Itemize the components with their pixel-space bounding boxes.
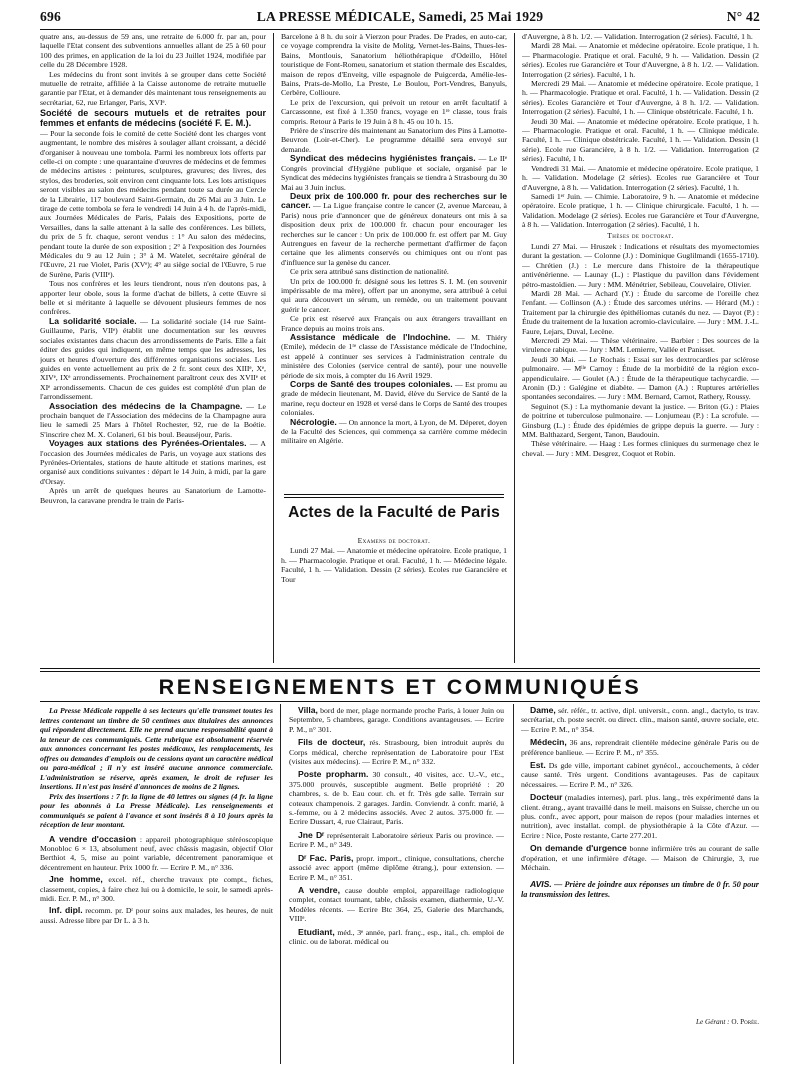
paragraph: Nécrologie. — On annonce la mort, à Lyon, de M. Déperet, doyen de la Faculté des Sciences, qui commença sa carrière comme médecin militaire en Algérie. xyxy=(281,416,507,446)
classified-ad: Fils de docteur, rés. Strasbourg, bien introduit auprès du Corps médical, cherche représentation de Laboratoire pour l'Est (visites aux médecins). — Ecrire P. M., n° 332. xyxy=(289,737,504,767)
classified-ad: Etudiant, méd., 3ᵉ année, parl. franç., esp., ital., ch. emploi de clinic. ou de laborat. médical ou xyxy=(289,926,504,946)
section-rule xyxy=(284,497,504,498)
column-rule xyxy=(280,704,281,1064)
column-rule xyxy=(273,33,274,663)
ad-heading: Médecin, xyxy=(530,737,567,748)
ad-heading: Villa, xyxy=(298,706,318,715)
band-rule xyxy=(40,701,760,702)
classified-ad: Dʳ Fac. Paris, propr. import., clinique, consultations, cherche associé avec apport (même diplôme étrang.), pour extension. — Ecrire P. M., n° 351. xyxy=(289,852,504,882)
classified-ad: Médecin, 36 ans, reprendrait clientèle médecine générale Paris ou de préférence banlieue. — Ecrire P. M., n° 355. xyxy=(521,737,759,757)
subheading: Thèses de doctorat. xyxy=(607,231,674,241)
gerant-line xyxy=(560,1018,759,1026)
issue-number: N° 42 xyxy=(726,9,760,24)
subheading: Examens de doctorat. xyxy=(357,535,431,545)
faculte-title: Actes de la Faculté de Paris xyxy=(288,504,500,521)
classifieds-column-3 xyxy=(521,706,759,1006)
paragraph: La solidarité sociale. — La solidarité sociale (14 rue Saint-Guillaume, Paris, VIIᵉ) établit une documentation sur les œuvres sociales existantes dans chacun des arrondissements de Paris. Elle a fait éditer des guides qui indiquent, en même temps que les adresses, les jours et heures d'ouverture des différentes organisations sociales. Les guides en vente actuellement au prix de 2 fr. sont ceux des XIIIᵉ, Xᵉ, XIVᵉ, IXᵉ arrondissements. Prochainement paraîtront ceux des XVIIᵉ et XIᵉ arrondissements. Chacun de ces guides est complété d'un plan de l'arrondissement. xyxy=(40,315,266,402)
section-rule xyxy=(284,494,504,495)
section-heading: Association des médecins de la Champagne. xyxy=(49,400,243,411)
paragraph: Assistance médicale de l'Indochine. — M. Thiéry (Emile), médecin de 1ʳᵉ classe de l'Assistance médicale de l'Indochine, est appelé à continuer ses services à l'administration centrale du ministère des Colonies (service central de santé), pour une nouvelle période de six mois, à compter du 16 Avril 1929. xyxy=(281,332,507,380)
paragraph: Voyages aux stations des Pyrénées-Orientales. — A l'occasion des Journées médicales de Paris, un voyage aux stations des Pyrénées-Orientales, stations de haute altitude et stations marines, est organisé aux conditions suivantes : départ le 14 Juin, à midi, par la gare d'Orsay. xyxy=(40,438,266,486)
paragraph: Après un arrêt de quelques heures au Sanatorium de Lamotte-Beuvron, la caravane prendra le train de Paris- xyxy=(40,486,266,505)
column-1 xyxy=(40,32,266,664)
paragraph: Mercredi 29 Mai. — Thèse vétérinaire. — Barbier : Des sources de la virulence rabique. — Jury : MM. Lemierre, Vallée et Panisset. xyxy=(522,336,759,355)
paragraph: Syndicat des médecins hygiénistes français. — Le IIᵉ Congrès provincial d'Hygiène publique et sociale, organisé par le Syndicat des médecins hygiénistes français se tiendra à Strasbourg du 30 Mai au 3 Juin inclus. xyxy=(281,153,507,192)
classified-ad: A vendre d'occasion : appareil photographique stéréoscopique Monobloc 6 × 13, absolument neuf, avec châssis magasin, objectif Olor Berthiot 4, 5, mise au point variable, décentrement panoramique et décentrement en hauteur. Prix 1000 fr. — Ecrire P. M., n° 336. xyxy=(40,833,273,872)
avis-notice: AVIS. — Prière de joindre aux réponses un timbre de 0 fr. 50 pour la transmission des lettres. xyxy=(521,878,759,899)
classified-ad: A vendre, cause double emploi, appareillage radiologique complet, contact tournant, table, châssis examen, diathermie, U.-V. Modèles récents. — Ecrire Btc 364, 25, Galerie des Marchands, VIIIᵉ. xyxy=(289,884,504,924)
column-rule xyxy=(514,33,515,663)
paragraph: — Pour la seconde fois le comité de cette Société dont les charges vont augmentant, le nombre des misères à soulager allant croissant, a décidé d'organiser à nouveau une tombola. Parmi les nombreux lots offerts par celle-ci on compte : une quarantaine d'œuvres de médecins et de femmes de médecins artistes : peintures, sculptures, gravures; des livres, des stylos, des broderies, soit environ cent cinquante lots. Les lots artistiques seront visibles au salon des médecins pendant toute sa durée au Cercle de la Librairie, 117 boulevard Saint-Germain, du 26 Mai au 3 Juin. Le tirage de cette tombola se fera le vendredi 14 Juin à 4 h. de l'après-midi, aux Journées Médicales de Paris, Palais des Expositions, porte de Versailles, dans la salle attenant à la salle des conférences. Les billets, du prix de 5 fr. chaque, seront vendus : 1° Au salon des médecins, pendant toute la durée de son exposition ; 2° à l'exposition des Journées Médicales du 9 au 12 Juin ; 3° à M. Watelet, secrétaire général de l'Œuvre, 21 rue Violet, Paris (XVᵉ); 4° au siège social de l'Œuvre, 5 rue de Surène, Paris (VIIIᵉ). xyxy=(40,128,266,279)
paragraph: Vendredi 31 Mai. — Anatomie et médecine opératoire. Ecole pratique, 1 h. — Validation. Modelage (2 séries). Ecoles rue Garancière et Tour d'Auvergne, à 8 h. — Validation. Interrogation (2 séries). Faculté, 1 h. xyxy=(522,163,759,192)
band-rule xyxy=(40,668,760,669)
ad-heading: Jne homme, xyxy=(49,874,103,885)
section-heading: La solidarité sociale. xyxy=(49,315,137,326)
section-heading: Nécrologie. xyxy=(290,416,337,427)
band-rule xyxy=(40,671,760,672)
classified-ad: Docteur (maladies internes), parl. plus. lang., très expérimenté dans la client. étrang., ayant travaillé dans le meil. maisons en Suisse, cherche un ou plus. confr., avec apport, pour maison de repos (pour maladies internes et nutrition), avec installat. compl. de physiothérapie à la Côte d'Azur. — Ecrire : Nice, Poste restante, Carte 277.201. xyxy=(521,792,759,840)
section-heading: Assistance médicale de l'Indochine. xyxy=(290,332,451,342)
section-heading: Deux prix de 100.000 fr. pour des recherches sur le cancer. xyxy=(281,190,507,211)
paragraph: Prière de s'inscrire dès maintenant au Sanatorium des Pins à Lamotte-Beuvron (Loir-et-Cher). Le programme détaillé sera envoyé sur demande. xyxy=(281,126,507,154)
ad-heading: AVIS. xyxy=(530,878,552,889)
column-3 xyxy=(522,32,759,664)
paragraph: Deux prix de 100.000 fr. pour des recherches sur le cancer. — La Ligue française contre le cancer (2, avenue Marceau, à Paris) nous prie d'annoncer que de généreux donateurs ont mis à sa disposition deux prix de 100.000 fr. chacun pour encourager les recherches sur le cancer : Un prix de 100.000 fr. est offert par M. Guy Autrengues en faveur de la recherche permettant d'affirmer de façon certaine que les aliments conservés ou chimiques ont ou n'ont pas d'influence sur la genèse du cancer. xyxy=(281,190,507,267)
ad-heading: A vendre, xyxy=(298,884,340,895)
ad-heading: Poste propharm. xyxy=(298,769,369,780)
ad-heading: A vendre d'occasion xyxy=(49,833,137,844)
paragraph: quatre ans, au-dessus de 59 ans, une retraite de 6.000 fr. par an, pour laquelle l'Etat consent des subventions annuelles allant de 25 à 60 pour 100 des primes, en application de la loi du 23 Juillet 1924, modifiée par celle du 28 Décembre 1928. xyxy=(40,32,266,70)
paragraph: Barcelone à 8 h. du soir à Vierzon pour Prades. De Prades, en auto-car, ce voyage comprendra la visite de Molitg, Vernet-les-Bains, Thues-les-Bains, Montlouis, Sanatorium héliothérapique d'Odeillo, Hôtel touristique de Font-Romeu, sanatorium et station thermale des Escaldes, maison de repos d'Enveitg, ville espagnole de Puigcerda, Amélie-les-Bains, Prats-de-Mollo, La Preste, Le Boulou, Port-Vendres, Banyuls, Cerbère, Collioure. xyxy=(281,32,507,98)
paragraph: Lundi 27 Mai. — Anatomie et médecine opératoire. Ecole pratique, 1 h. — Pharmacologie. Pratique et oral. Faculté, 1 h. — Médecine légale. Faculté, 1 h. — Validation. Dessin (2 séries). Ecoles rue Garancière et Tour xyxy=(281,546,507,584)
paragraph: Un prix de 100.000 fr. désigné sous les lettres S. I. M. (en souvenir impérissable de ma mère), offert par un anonyme, sera attribué à celui qui aura découvert un sérum, un remède, ou un traitement pouvant guérir le cancer. xyxy=(281,276,507,314)
column-2 xyxy=(281,32,507,488)
paragraph: Ce prix est réservé aux Français ou aux étrangers travaillant en France depuis au moins trois ans. xyxy=(281,314,507,333)
classified-ad: Est. Ds gde ville, important cabinet gynécol., accouchements, à céder cause santé. Très urgent. Conditions avantageuses. Pas de capitaux nécessaires. — Ecrire P. M., n° 326. xyxy=(521,760,759,789)
section-heading: Corps de Santé des troupes coloniales. xyxy=(290,379,453,390)
ad-heading: Fils de docteur, xyxy=(298,737,366,748)
paragraph: Le prix de l'excursion, qui prévoit un retour en arrêt facultatif à Carcassonne, est fixé à 1.350 francs, voyage en 1ʳᵉ classe, tous frais compris. Retour à Paris le 19 Juin à 8 h. 45 ou 10 h. 15. xyxy=(281,97,507,126)
band-title: RENSEIGNEMENTS ET COMMUNIQUÉS xyxy=(158,675,642,699)
paragraph: Corps de Santé des troupes coloniales. — Est promu au grade de médecin lieutenant, M. David, élève du Service de Santé de la marine, reçu docteur en 1928 et versé dans le Corps de Santé des troupes coloniales. xyxy=(281,379,507,418)
paragraph: Seguinot (S.) : La mythomanie devant la justice. — Briton (G.) : Plaies de poitrine et tuberculose pulmonaire. — Lonjumeau (P.) : La scrofule. — Ginsburg (L.) : Étude des épidémies de grippe depuis la guerre. — Jury : MM. Balthazard, Sergent, Tanon, Baudouin. xyxy=(522,401,759,440)
paragraph: Jeudi 30 Mai. — Anatomie et médecine opératoire. Ecole pratique, 1 h. — Pharmacologie. Pratique et oral. Faculté, 1 h. — Clinique médicale. Faculté, 1 h. — Clinique obstétricale. Faculté, 1 h. — Validation. Dessin (1 série). Ecole rue Garancière, à 8 h. 1/2. — Validation. Interrogation (2 séries). Faculté, 1 h. xyxy=(522,116,759,164)
paragraph: Jeudi 30 Mai. — Le Rochais : Essai sur les dextrocardies par sclérose pulmonaire. — Mˡˡᵉ Carnoy : Étude de la morbidité de la région exco-appendiculaire. — Goulet (A.) : Étude de la thérapeutique tachycardie. — Aronin (D.) : Galégine et diabète. — Damon (A.) : Ruptures artérielles spontanées secondaires. — Jury : MM. Bernard, Carnot, Rathery, Roussy. xyxy=(522,354,759,402)
faculte-column xyxy=(281,534,507,664)
classified-ad: Jne Dʳ représenterait Laboratoire sérieux Paris ou province. — Ecrire P. M., n° 349. xyxy=(289,829,504,850)
section-heading: Syndicat des médecins hygiénistes français. xyxy=(290,153,476,164)
classified-ad: Villa, bord de mer, plage normande proche Paris, à louer Juin ou Septembre, 5 chambres, garage. Conditions avantageuses. — Ecrire P. M., n° 301. xyxy=(289,706,504,734)
paragraph: Les médecins du front sont invités à se grouper dans cette Société mutuelle de retraite, affiliée à la Caisse autonome de retraite mutuelle garantie par l'Etat, et à demander dès maintenant tous renseignements au secrétariat, 62, rue Erlanger, Paris, XVIᵉ. xyxy=(40,69,266,107)
ad-heading: Etudiant, xyxy=(298,926,335,937)
journal-title: LA PRESSE MÉDICALE, Samedi, 25 Mai 1929 xyxy=(256,9,544,24)
ad-heading: Est. xyxy=(530,760,546,771)
paragraph: Association des médecins de la Champagne. — Le prochain banquet de l'Association des médecins de la Champagne aura lieu le samedi 25 Mars à l'hôtel Rochester, 92, rue de la Boétie. S'inscrire chez M. X. Colaneri, 61 bis boul. Beauséjour, Paris. xyxy=(40,400,266,439)
paragraph: Lundi 27 Mai. — Hruszek : Indications et résultats des myomectomies durant la gestation. — Colonne (J.) : Dominique Guglilmandi (1655-1710). — Chrétien (J.) : Le mercure dans l'histoire de la thérapeutique antivénérienne. — Launay (L.) : Plastique du pavillon dans l'évidement pétro-mastoïdien. — Jury : MM. Ménétrier, Sebileau, Couvelaire, Olivier. xyxy=(522,241,759,289)
classified-ad: On demande d'urgence bonne infirmière très au courant de salle d'opération, et une infirmière d'étage. — Maison de Chirurgie, 3, rue Méchain. xyxy=(521,843,759,873)
paragraph: d'Auvergne, à 8 h. 1/2. — Validation. Interrogation (2 séries). Faculté, 1 h. xyxy=(522,32,753,41)
classified-ad: Inf. dipl. recomm. pr. Dʳ pour soins aux malades, les heures, de nuit aussi. Adresse libre par Dr L. à 3 h. xyxy=(40,905,273,925)
ad-heading: Docteur xyxy=(530,792,563,803)
classified-ad: Poste propharm. 30 consult., 40 visites, acc. U.-V., etc., 375.000 prouvés, susceptible augment. Belle propriété : 20 chambres, s. de b. Eau cour. ch. et fr. Très gde salle. Terrain sur coteaux champenois. 2 garages. Jardin. Conviendr. à confr. marié, à s.-femme, ou à 2 médecins associés. Avec 2 autos. 375.000 fr. — Ecrire Dussart, 4, rue Clairaut, Paris. xyxy=(289,769,504,827)
column-rule xyxy=(513,704,514,1064)
gerant-label: Le Gérant : xyxy=(696,1018,730,1026)
notice xyxy=(40,706,273,830)
paragraph: Ce prix sera attribué sans distinction de nationalité. xyxy=(290,267,449,277)
classifieds-column-1 xyxy=(40,706,273,1056)
page-number: 696 xyxy=(40,9,61,24)
classifieds-column-2 xyxy=(289,706,504,1064)
ad-heading: Jne Dʳ xyxy=(298,829,325,840)
paragraph: Mardi 28 Mai. — Anatomie et médecine opératoire. Ecole pratique, 1 h. — Pharmacologie. Pratique et oral. Faculté, 9 h. — Validation. Dessin (2 séries). Ecoles rue Garancière et Tour d'Auvergne, à 8 h. 1/2. — Validation. Interrogation (2 séries). Faculté, 1 h. xyxy=(522,41,759,79)
paragraph: Thèse vétérinaire. — Haag : Les formes cliniques du surmenage chez le cheval. — Jury : MM. Desgrez, Coquot et Robin. xyxy=(522,439,759,458)
section-heading: Société de secours mutuels et de retraites pour femmes et enfants de médecins (société F. E. M.). xyxy=(40,107,266,129)
classified-ad: Jne homme, excel. réf., cherche travaux pte compt., fiches, classement, copies, à faire chez lui ou à domicile, le soir, le samedi après-midi. Ecr. P. M., n° 300. xyxy=(40,874,273,903)
ad-heading: Inf. dipl. xyxy=(49,905,83,916)
ad-heading: On demande d'urgence xyxy=(530,843,627,854)
gerant-name: O. Porée. xyxy=(731,1018,759,1026)
classified-ad: Dame, sér. référ., tr. active, dipl. universit., conn. angl., dactylo, ts trav. secrétariat, ch. poste secrét. ou direct. clin., maison santé, œuvre sociale, etc. — Ecrire P. M., n° 354. xyxy=(521,706,759,734)
paragraph: Tous nos confrères et les leurs tiendront, nous n'en doutons pas, à apporter leur obole, sous la forme d'achat de billets, à cette Œuvre si belle et si méritante à laquelle se dévouent plusieurs femmes de nos confrères. xyxy=(40,279,266,317)
section-heading: Voyages aux stations des Pyrénées-Orientales. xyxy=(49,438,247,449)
header-rule xyxy=(40,29,760,30)
paragraph: Mercredi 29 Mai. — Anatomie et médecine opératoire. Ecole pratique, 1 h. — Pharmacologie. Pratique et oral. Faculté, 1 h. — Validation. Dessin (2 séries). Ecoles Garancière et Tour d'Auvergne, à 8 h. 1/2. — Validation. Interrogation (2 séries). Faculté, 1 h. — Clinique obstétricale. Faculté, 1 h. xyxy=(522,79,759,117)
paragraph: La Presse Médicale rappelle à ses lecteurs qu'elle transmet toutes les lettres contenant un timbre de 50 centimes aux titulaires des annonces qui répondent directement. Elle ne prend aucune responsabilité quant à la teneur de ces communiqués. Cette rubrique est absolument réservée aux annonces concernant les postes médicaux, les remplacements, les offres ou demandes d'emplois ou de cessions ayant un caractère médical ou para-médical ; il n'y est inséré aucune annonce commerciale. L'administration se réserve, après examen, le droit de refuser les insertions. Il n'est pas inséré d'annonces de moins de 2 lignes. xyxy=(40,706,273,791)
ad-heading: Dame, xyxy=(530,706,556,715)
running-head xyxy=(40,6,760,30)
paragraph: Samedi 1ᵉʳ Juin. — Chimie. Laboratoire, 9 h. — Anatomie et médecine opératoire. Ecole pratique, 1 h. — Clinique chirurgicale. Faculté, 1 h. — Validation. Modelage (2 séries). Ecoles rue Garancière et Tour d'Auvergne, à 8 h. — Validation. Interrogation (2 séries). Faculté, 1 h. xyxy=(522,191,759,230)
ad-heading: Dʳ Fac. Paris, xyxy=(298,852,354,863)
paragraph: Prix des insertions : 7 fr. la ligne de 40 lettres ou signes (4 fr. la ligne pour les abonnés à La Presse Médicale). Les renseignements et communiqués se paient à l'avance et sont insérés 8 à 10 jours après la réception de leur montant. xyxy=(40,791,273,829)
paragraph: Mardi 28 Mai. — Achard (Y.) : Étude du sarcome de l'oreille chez l'enfant. — Collinson (A.) : Étude des sarcomes utérins. — Hérard (M.) : Traitement par la chirurgie des épithéliomas cutanés du nez. — Dayot (P.) : Étude du traitement de la luxation acromio-claviculaire. — Jury : MM. J.-L. Faure, Lejars, Duval, Lecène. xyxy=(522,288,759,336)
